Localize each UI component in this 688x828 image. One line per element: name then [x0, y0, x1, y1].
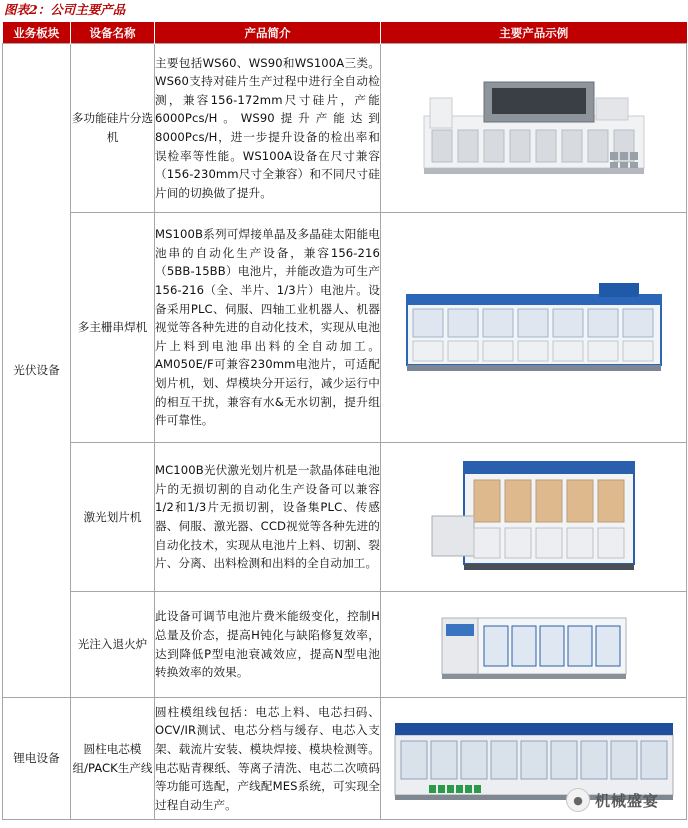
machine-image	[414, 68, 654, 188]
segment-cell-lithium: 锂电设备	[3, 698, 71, 820]
device-description: MC100B光伏激光划片机是一款晶体硅电池片的无损切割的自动化生产设备可以兼容1/2和1/3片无损切割，设备集PLC、传感器、伺服、激光器、CCD视觉等各种先进的自动化技术，实现从电池片上料、切割、裂片、分离、出料检测和出料的全自动加工。	[155, 443, 381, 592]
device-name: 圆柱电芯模组/PACK生产线	[71, 698, 155, 820]
product-image-cell	[381, 443, 687, 592]
table-row	[3, 592, 687, 698]
device-description: 此设备可调节电池片费米能级变化，控制H总量及价态，提高H钝化与缺陷修复效率，达到降低P型电池衰减效应，提高N型电池转换效率的效果。	[155, 592, 381, 698]
machine-image	[399, 273, 669, 383]
wechat-icon: ●	[566, 788, 590, 812]
table-row	[3, 44, 687, 213]
header-segment: 业务板块	[3, 22, 71, 44]
header-product-example: 主要产品示例	[381, 22, 687, 44]
product-image-cell	[381, 213, 687, 443]
header-device-name: 设备名称	[71, 22, 155, 44]
table-row	[3, 443, 687, 592]
machine-image	[424, 452, 644, 582]
watermark-text: 机械盛宴	[595, 791, 660, 810]
table-header-row	[3, 22, 687, 44]
device-name: 多主栅串焊机	[71, 213, 155, 443]
product-image-cell	[381, 592, 687, 698]
machine-image	[434, 604, 634, 686]
header-product-intro: 产品简介	[155, 22, 381, 44]
device-name: 光注入退火炉	[71, 592, 155, 698]
watermark	[566, 788, 659, 812]
device-description: MS100B系列可焊接单晶及多晶硅太阳能电池串的自动化生产设备，兼容156-216（5BB-15BB）电池片，并能改造为可生产156-216（全、半片、1/3片）电池片。设备采用PLC、伺服、四轴工业机器人、机器视觉等各种先进的自动化技术，实现从电池片上料到电池串出料的全自动加工。AM050E/F可兼容230mm电池片，可适配划片机，划、焊模块分开运行，减少运行中的相互干扰，兼容有水&无水切割，提升组件可靠性。	[155, 213, 381, 443]
device-description: 圆柱模组线包括：电芯上料、电芯扫码、OCV/IR测试、电芯分档与缓存、电芯入支架、载流片安装、模块焊接、模块检测等。电芯贴青稞纸、等离子清洗、电芯二次喷码等功能可选配，产线配MES系统，可实现全过程自动生产。	[155, 698, 381, 820]
device-description: 主要包括WS60、WS90和WS100A三类。WS60支持对硅片生产过程中进行全自动检测，兼容156-172mm尺寸硅片，产能6000Pcs/H。WS90提升产能达到8000Pcs/H，进一步提升设备的检出率和误检率等性能。WS100A设备在尺寸兼容（156-230mm尺寸全兼容）和不同尺寸硅片间的切换做了提升。	[155, 44, 381, 213]
table-row	[3, 213, 687, 443]
device-name: 多功能硅片分选机	[71, 44, 155, 213]
figure-caption: 图表2：公司主要产品	[4, 2, 126, 17]
device-name: 激光划片机	[71, 443, 155, 592]
products-table	[2, 22, 687, 820]
product-image-cell	[381, 44, 687, 213]
segment-cell-photovoltaic: 光伏设备	[3, 44, 71, 698]
